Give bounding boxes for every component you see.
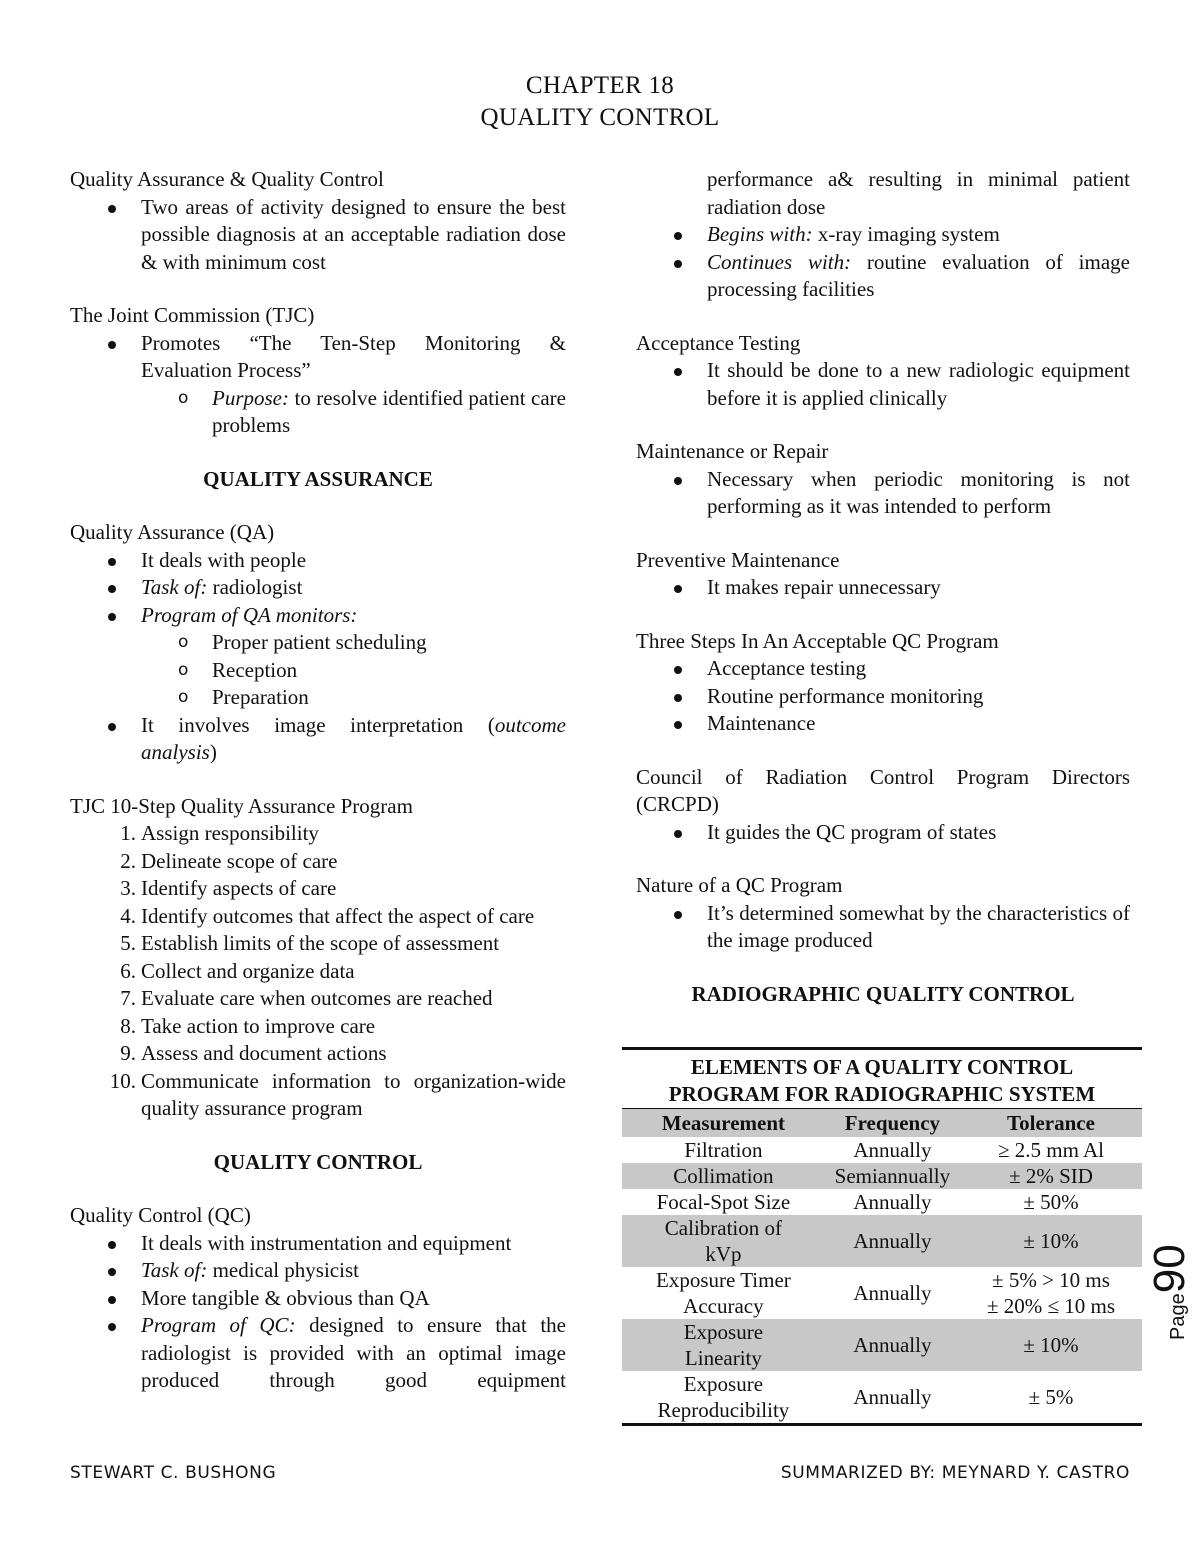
bullet-icon — [674, 477, 682, 485]
italic-label: Program of QC: — [141, 1313, 296, 1337]
list-item — [70, 330, 566, 385]
bullet-icon — [108, 558, 116, 566]
section-heading: Council of Radiation Control Program Directors (CRCPD) — [636, 764, 1130, 816]
numbered-item — [70, 958, 566, 986]
tolerance-cell: ± 10% — [960, 1319, 1142, 1371]
section-heading: Maintenance or Repair — [636, 439, 829, 463]
item-number: 1. — [120, 821, 136, 845]
sub-text: Proper patient scheduling — [212, 630, 427, 654]
item-text: Assign responsibility — [141, 821, 319, 845]
bullet-text: It’s determined somewhat by the characteristics of the image produced — [707, 900, 1130, 952]
italic-label: Task of: — [141, 1258, 208, 1282]
measurement-cell — [622, 1319, 825, 1371]
list-item — [70, 712, 566, 767]
bullet-text: Maintenance — [707, 711, 816, 735]
sub-list-item — [70, 657, 566, 685]
bullet-text: ) — [209, 740, 217, 764]
circle-bullet-icon: o — [178, 687, 189, 707]
section-heading: Quality Control (QC) — [70, 1203, 251, 1227]
list-item — [636, 249, 1130, 304]
list-item — [636, 655, 1130, 683]
table-row — [622, 1319, 1142, 1371]
cell-text: Accuracy — [683, 1294, 764, 1318]
item-number: 7. — [120, 986, 136, 1010]
numbered-item — [70, 930, 566, 958]
cell-text: ± 20% ≤ 10 ms — [986, 1294, 1116, 1318]
numbered-item — [70, 848, 566, 876]
circle-bullet-icon: o — [178, 387, 189, 408]
table-row — [622, 1267, 1142, 1319]
bullet-text: Necessary when periodic monitoring is not performing as it was intended to perform — [707, 466, 1130, 518]
bullet-icon — [674, 911, 682, 919]
table-caption-line: ELEMENTS OF A QUALITY CONTROL — [690, 1055, 1074, 1079]
sub-text: to resolve identified patient care problems — [212, 385, 566, 437]
italic-label: Begins with: — [707, 222, 813, 246]
frequency-cell: Annually — [853, 1190, 932, 1214]
italic-label: Purpose: — [212, 385, 289, 410]
numbered-item — [70, 1040, 566, 1068]
table-row — [622, 1371, 1142, 1425]
page-number — [1145, 1240, 1194, 1340]
tolerance-cell: ± 10% — [960, 1215, 1142, 1267]
bullet-text: designed to ensure that the radiologist is provided with an optimal image produced through good equipment — [141, 1313, 566, 1392]
sub-text: Reception — [212, 657, 298, 682]
list-item — [636, 221, 1130, 249]
numbered-item — [70, 875, 566, 903]
measurement-cell — [622, 1267, 825, 1319]
tolerance-cell — [960, 1267, 1142, 1319]
item-number: 4. — [120, 903, 136, 928]
cell-text: Exposure Timer — [656, 1268, 791, 1292]
bullet-icon — [674, 694, 682, 702]
section-heading: Three Steps In An Acceptable QC Program — [636, 628, 999, 653]
list-item — [70, 547, 566, 575]
italic-text: outcome analysis — [141, 712, 566, 764]
measurement-cell — [622, 1189, 825, 1215]
bullet-icon — [674, 830, 682, 838]
section-heading: Acceptance Testing — [636, 330, 801, 355]
footer-author: STEWART C. BUSHONG — [70, 1463, 277, 1483]
cell-text: Linearity — [684, 1346, 762, 1370]
footer-summarizer: SUMMARIZED BY: MEYNARD Y. CASTRO — [780, 1463, 1130, 1483]
list-item — [70, 1312, 566, 1395]
table-row — [622, 1215, 1142, 1267]
column-header-tolerance: Tolerance — [960, 1109, 1142, 1138]
cell-text: Calibration of — [664, 1216, 783, 1240]
bullet-text: More tangible & obvious than QA — [141, 1285, 430, 1310]
item-number: 5. — [120, 931, 136, 955]
column-header-frequency: Frequency — [825, 1109, 960, 1138]
numbered-item — [70, 985, 566, 1013]
bullet-text: It involves image interpretation ( — [141, 712, 495, 737]
frequency-cell: Annually — [825, 1319, 960, 1371]
frequency-cell: Annually — [825, 1371, 960, 1425]
numbered-item — [70, 1013, 566, 1041]
bullet-icon — [674, 232, 682, 240]
qc-elements-table — [622, 1047, 1142, 1426]
table-caption — [622, 1049, 1142, 1109]
list-item — [636, 900, 1130, 955]
bullet-icon — [108, 341, 116, 349]
section-heading: TJC 10-Step Quality Assurance Program — [70, 793, 413, 818]
circle-bullet-icon: o — [178, 659, 189, 680]
tolerance-cell: ≥ 2.5 mm Al — [997, 1138, 1105, 1162]
bullet-text: Two areas of activity designed to ensure the best possible diagnosis at an acceptable radiation dose & with minimum cost — [141, 194, 566, 274]
bullet-icon — [108, 1268, 116, 1276]
bullet-text: medical physicist — [207, 1258, 359, 1282]
section-title: QUALITY CONTROL — [213, 1149, 423, 1174]
cell-text: Focal-Spot Size — [656, 1190, 791, 1214]
frequency-cell: Annually — [853, 1281, 932, 1305]
tolerance-cell: ± 2% SID — [960, 1163, 1142, 1189]
bullet-text: It deals with people — [141, 547, 307, 572]
numbered-item — [70, 903, 566, 931]
list-item — [636, 819, 1130, 847]
chapter-title: QUALITY CONTROL — [480, 104, 720, 131]
chapter-number: CHAPTER 18 — [525, 72, 675, 99]
list-item — [70, 574, 566, 602]
bullet-text: It deals with instrumentation and equipment — [141, 1230, 512, 1255]
bullet-text: x-ray imaging system — [812, 222, 1000, 246]
list-item — [636, 574, 1130, 602]
item-number: 3. — [120, 876, 136, 900]
cell-text: Exposure — [683, 1320, 764, 1344]
sub-text: Preparation — [212, 685, 309, 709]
cell-text: Reproducibility — [657, 1398, 790, 1422]
measurement-cell — [622, 1371, 825, 1425]
bullet-icon — [108, 1323, 116, 1331]
bullet-icon — [674, 368, 682, 376]
list-item — [70, 602, 566, 630]
table-row — [622, 1137, 1142, 1163]
cell-text: kVp — [705, 1242, 742, 1266]
item-text: Assess and document actions — [141, 1041, 387, 1065]
item-text: Establish limits of the scope of assessment — [141, 931, 500, 955]
section-heading: Quality Assurance & Quality Control — [70, 167, 384, 191]
list-item — [70, 1257, 566, 1285]
numbered-item — [70, 820, 566, 848]
bullet-text: Promotes “The Ten-Step Monitoring & Evaluation Process” — [141, 330, 566, 382]
bullet-text: performance a& resulting in minimal patient radiation dose — [707, 167, 1130, 219]
list-item — [636, 683, 1130, 711]
section-heading: Nature of a QC Program — [636, 873, 843, 897]
bullet-icon — [674, 721, 682, 729]
item-number: 2. — [120, 848, 136, 873]
table-row — [622, 1163, 1142, 1189]
bullet-icon — [108, 723, 116, 731]
circle-bullet-icon: o — [178, 632, 189, 652]
bullet-icon — [674, 260, 682, 268]
list-item — [70, 194, 566, 277]
bullet-icon — [108, 205, 116, 213]
cell-text: Collimation — [673, 1164, 774, 1188]
right-column — [636, 166, 1130, 1008]
sub-list-item — [70, 684, 566, 712]
list-item-continued — [636, 166, 1130, 221]
frequency-cell: Semiannually — [825, 1163, 960, 1189]
item-number: 6. — [120, 958, 136, 983]
tolerance-cell: ± 5% — [960, 1371, 1142, 1425]
bullet-icon — [108, 613, 116, 621]
left-column — [70, 166, 566, 1395]
measurement-cell — [622, 1163, 825, 1189]
cell-text: Exposure — [683, 1372, 764, 1396]
sub-list-item — [70, 385, 566, 440]
numbered-list — [70, 820, 566, 1123]
bullet-icon — [108, 1296, 116, 1304]
italic-label: Program of QA monitors: — [141, 602, 358, 627]
italic-label: Task of: — [141, 575, 208, 599]
item-number: 9. — [120, 1041, 136, 1065]
measurement-cell — [622, 1137, 825, 1163]
table-caption-line: PROGRAM FOR RADIOGRAPHIC SYSTEM — [668, 1082, 1096, 1106]
bullet-text: It makes repair unnecessary — [707, 575, 941, 599]
section-heading: Quality Assurance (QA) — [70, 520, 275, 544]
bullet-icon — [108, 1241, 116, 1249]
cell-text: Filtration — [684, 1138, 763, 1162]
list-item — [70, 1230, 566, 1258]
frequency-cell: Annually — [825, 1215, 960, 1267]
page-number-value: 90 — [1145, 1244, 1194, 1294]
item-text: Evaluate care when outcomes are reached — [141, 986, 493, 1010]
bullet-icon — [674, 585, 682, 593]
item-text: Collect and organize data — [141, 958, 355, 983]
list-item — [636, 357, 1130, 412]
italic-label: Continues with: — [707, 249, 852, 274]
item-text: Communicate information to organization-wide quality assurance program — [141, 1068, 566, 1120]
item-number: 8. — [120, 1013, 136, 1038]
bullet-text: It should be done to a new radiologic equipment before it is applied clinically — [707, 358, 1130, 410]
item-number: 10. — [109, 1068, 136, 1093]
cell-text: ± 5% > 10 ms — [992, 1268, 1110, 1292]
section-title: QUALITY ASSURANCE — [203, 466, 433, 491]
section-heading: The Joint Commission (TJC) — [70, 303, 315, 327]
page-word: Page — [1167, 1293, 1189, 1340]
bullet-text: radiologist — [207, 575, 303, 599]
sub-list-item — [70, 629, 566, 657]
bullet-icon — [108, 585, 116, 593]
numbered-item — [70, 1068, 566, 1123]
measurement-cell — [622, 1215, 825, 1267]
frequency-cell: Annually — [853, 1138, 932, 1162]
tolerance-cell: ± 50% — [1023, 1190, 1079, 1214]
item-text: Identify aspects of care — [141, 876, 337, 900]
column-header-measurement: Measurement — [622, 1109, 825, 1138]
bullet-text: routine evaluation of image processing facilities — [707, 249, 1130, 301]
list-item — [636, 710, 1130, 738]
table-row — [622, 1189, 1142, 1215]
list-item — [70, 1285, 566, 1313]
section-heading: Preventive Maintenance — [636, 547, 840, 572]
bullet-text: It guides the QC program of states — [707, 819, 997, 844]
bullet-text: Acceptance testing — [707, 656, 867, 680]
item-text: Delineate scope of care — [141, 848, 338, 873]
item-text: Identify outcomes that affect the aspect of care — [141, 903, 535, 928]
section-title: RADIOGRAPHIC QUALITY CONTROL — [691, 981, 1075, 1006]
list-item — [636, 466, 1130, 521]
bullet-text: Routine performance monitoring — [707, 683, 984, 708]
item-text: Take action to improve care — [141, 1013, 376, 1038]
bullet-icon — [674, 666, 682, 674]
